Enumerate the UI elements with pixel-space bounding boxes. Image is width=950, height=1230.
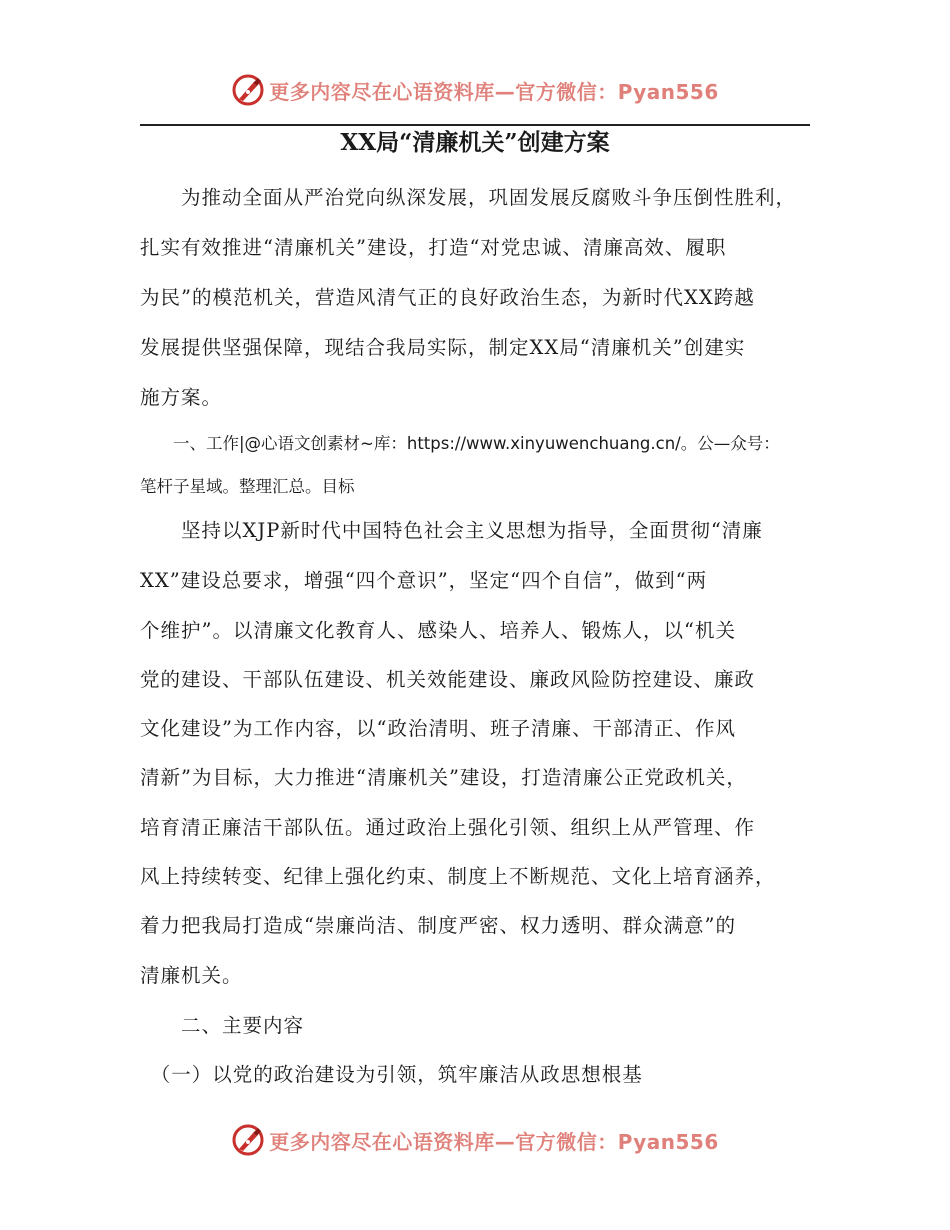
banner-library-text: 更多内容尽在心语资料库: [269, 1129, 495, 1154]
body-line: 坚持以XJP新时代中国特色社会主义思想为指导，全面贯彻“清廉: [140, 519, 763, 542]
body-line: 笔杆子星域。整理汇总。目标: [140, 477, 355, 496]
body-line: 为推动全面从严治党向纵深发展，巩固发展反腐败斗争压倒性胜利，: [140, 186, 797, 209]
banner-text: [269, 1126, 719, 1155]
section-heading: 二、主要内容: [140, 1014, 305, 1037]
banner-text: [269, 76, 719, 105]
body-line: 文化建设”为工作内容，以“政治清明、班子清廉、干部清正、作风: [140, 717, 736, 740]
body-line: 党的建设、干部队伍建设、机关效能建设、廉政风险防控建设、廉政: [140, 668, 756, 691]
subsection-heading: （一）以党的政治建设为引领，筑牢廉洁从政思想根基: [140, 1063, 643, 1086]
fountain-pen-logo-icon: [231, 73, 265, 107]
body-line-link: 一、工作|@心语文创素材~库：https://www.xinyuwenchuang.cn/。公—众号：: [140, 434, 780, 453]
footer-banner: [0, 1118, 950, 1162]
header-divider: [140, 124, 810, 126]
body-line: 扎实有效推进“清廉机关”建设，打造“对党忠诚、清廉高效、履职: [140, 236, 727, 259]
header-banner: [0, 68, 950, 112]
banner-separator: —: [494, 1129, 516, 1154]
body-line: XX”建设总要求，增强“四个意识”，坚定“四个自信”，做到“两: [140, 569, 708, 592]
body-line: 清新”为目标，大力推进“清廉机关”建设，打造清廉公正党政机关，: [140, 766, 747, 789]
body-line: 风上持续转变、纪律上强化约束、制度上不断规范、文化上培育涵养，: [140, 865, 776, 888]
body-line: 着力把我局打造成“崇廉尚洁、制度严密、权力透明、群众满意”的: [140, 914, 736, 937]
fountain-pen-logo-icon: [231, 1123, 265, 1157]
banner-wechat-text: 官方微信：Pyan556: [515, 79, 719, 104]
banner-library-text: 更多内容尽在心语资料库: [269, 79, 495, 104]
banner-separator: —: [494, 79, 516, 104]
banner-wechat-text: 官方微信：Pyan556: [515, 1129, 719, 1154]
body-line: 个维护”。以清廉文化教育人、感染人、培养人、锻炼人，以“机关: [140, 619, 736, 642]
body-line: 为民”的模范机关，营造风清气正的良好政治生态，为新时代XX跨越: [140, 286, 755, 309]
body-line: 发展提供坚强保障，现结合我局实际，制定XX局“清廉机关”创建实: [140, 336, 746, 359]
body-line: 清廉机关。: [140, 964, 243, 987]
document-title: XX局“清廉机关”创建方案: [340, 129, 610, 156]
body-line: 施方案。: [140, 386, 223, 409]
body-line: 培育清正廉洁干部队伍。通过政治上强化引领、组织上从严管理、作: [140, 816, 756, 839]
